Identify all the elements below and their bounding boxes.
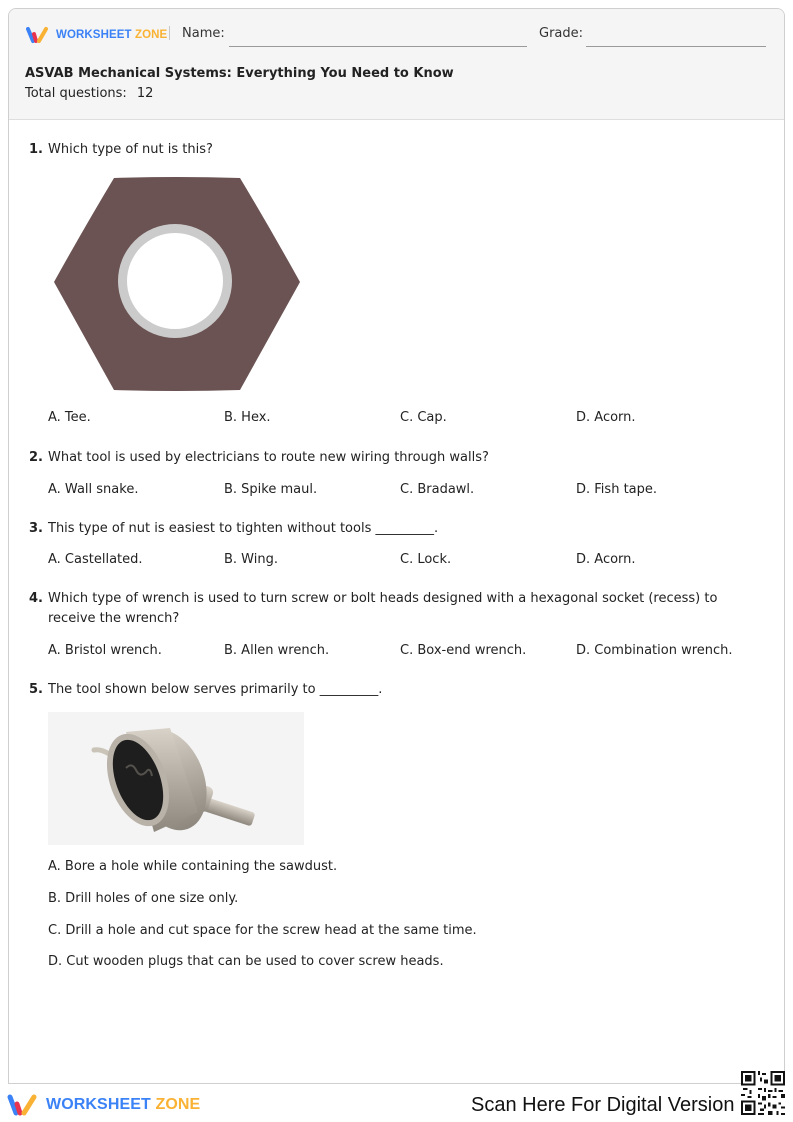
footer-logo <box>7 1093 200 1117</box>
total-questions <box>25 86 153 101</box>
question-text: This type of nut is easiest to tighten without tools _________. <box>48 521 439 536</box>
question-text: Which type of nut is this? <box>48 142 213 157</box>
grade-label: Grade: <box>539 26 584 41</box>
logo-word-worksheet: WORKSHEET <box>56 29 132 41</box>
worksheetzone-logo-icon <box>7 1093 41 1117</box>
question-text: The tool shown below serves primarily to _________. <box>48 682 383 697</box>
option-c[interactable]: C. Bradawl. <box>400 482 475 497</box>
logo-wordmark <box>56 29 167 41</box>
total-questions-value: 12 <box>136 86 154 101</box>
option-a[interactable]: A. Bristol wrench. <box>48 643 162 658</box>
scan-instruction: Scan Here For Digital Version <box>471 1094 735 1116</box>
option-d[interactable]: D. Acorn. <box>576 410 636 425</box>
logo-word-worksheet: WORKSHEET <box>46 1096 151 1113</box>
name-label: Name: <box>182 26 225 41</box>
option-d[interactable]: D. Combination wrench. <box>576 643 733 658</box>
option-a[interactable]: A. Castellated. <box>48 552 143 567</box>
logo-wordmark <box>46 1096 200 1114</box>
option-d[interactable]: D. Acorn. <box>576 552 636 567</box>
total-questions-label: Total questions: <box>25 86 127 101</box>
question-text-line-1: Which type of wrench is used to turn screw or bolt heads designed with a hexagonal socket (recess) to <box>48 591 718 606</box>
question-1 <box>29 142 213 157</box>
option-b[interactable]: B. Wing. <box>224 552 278 567</box>
option-b[interactable]: B. Hex. <box>224 410 271 425</box>
option-a[interactable]: A. Tee. <box>48 410 91 425</box>
option-b[interactable]: B. Spike maul. <box>224 482 318 497</box>
hex-nut-image <box>52 176 302 394</box>
option-c[interactable]: C. Drill a hole and cut space for the screw head at the same time. <box>48 923 477 938</box>
hole-saw-image <box>48 712 304 845</box>
worksheet-header <box>9 9 784 120</box>
question-number: 5. <box>29 682 43 697</box>
question-text-line-2: receive the wrench? <box>48 611 180 626</box>
name-field[interactable] <box>229 46 527 47</box>
option-c[interactable]: C. Box-end wrench. <box>400 643 527 658</box>
question-text: What tool is used by electricians to route new wiring through walls? <box>48 450 489 465</box>
question-5 <box>29 682 382 697</box>
option-b[interactable]: B. Allen wrench. <box>224 643 330 658</box>
question-number: 3. <box>29 521 43 536</box>
question-2 <box>29 450 489 465</box>
question-3 <box>29 521 438 536</box>
question-number: 2. <box>29 450 43 465</box>
question-text <box>48 591 717 632</box>
qr-code-icon[interactable] <box>741 1071 785 1115</box>
question-number: 1. <box>29 142 43 157</box>
question-number: 4. <box>29 591 43 606</box>
worksheet-page <box>8 8 785 1084</box>
grade-field[interactable] <box>586 46 766 47</box>
logo-word-zone: ZONE <box>134 29 168 41</box>
hole-saw-illustration <box>48 712 304 845</box>
header-logo <box>26 25 167 45</box>
option-b[interactable]: B. Drill holes of one size only. <box>48 891 239 906</box>
worksheet-title: ASVAB Mechanical Systems: Everything You Need to Know <box>25 66 454 81</box>
option-a[interactable]: A. Bore a hole while containing the sawdust. <box>48 859 338 874</box>
header-divider <box>169 26 170 40</box>
question-5-options <box>48 859 768 969</box>
option-a[interactable]: A. Wall snake. <box>48 482 139 497</box>
worksheetzone-logo-icon <box>26 26 52 44</box>
option-d[interactable]: D. Cut wooden plugs that can be used to cover screw heads. <box>48 954 444 969</box>
question-4 <box>29 591 717 632</box>
option-c[interactable]: C. Cap. <box>400 410 447 425</box>
option-c[interactable]: C. Lock. <box>400 552 452 567</box>
option-d[interactable]: D. Fish tape. <box>576 482 658 497</box>
logo-word-zone: ZONE <box>155 1096 201 1113</box>
